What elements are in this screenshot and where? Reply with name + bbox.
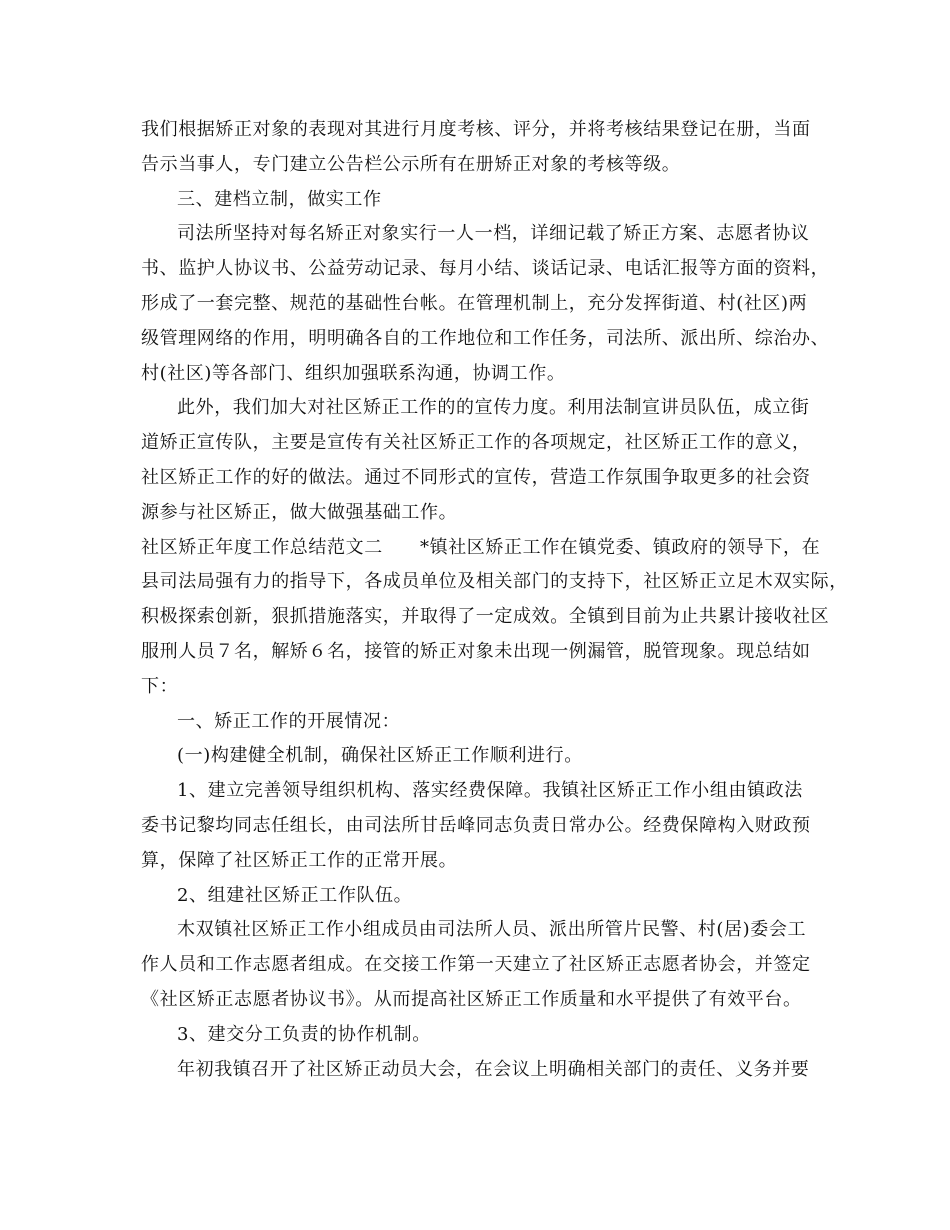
text-line-10: 道矫正宣传队，主要是宣传有关社区矫正工作的各项规定，社区矫正工作的意义， [141,432,811,454]
text-line-5: 书、监护人协议书、公益劳动记录、每月小结、谈话记录、电话汇报等方面的资料， [141,258,830,280]
text-line-8: 村(社区)等各部门、组织加强联系沟通，协调工作。 [141,362,566,384]
text-line-12: 源参与社区矫正，做大做强基础工作。 [141,501,458,523]
subsection-heading-19: (一)构建健全机制，确保社区矫正工作顺利进行。 [177,745,583,767]
text-line-15: 积极探索创新，狠抓措施落实，并取得了一定成效。全镇到目前为止共累计接收社区 [141,606,830,628]
text-line-14: 县司法局强有力的指导下，各成员单位及相关部门的支持下，社区矫正立足木双实际， [141,571,848,593]
text-line-13: 社区矫正年度工作总结范文二 *镇社区矫正工作在镇党委、镇政府的领导下，在 [141,536,821,558]
text-line-17: 下： [141,675,179,697]
text-line-26: 《社区矫正志愿者协议书》。从而提高社区矫正工作质量和水平提供了有效平台。 [141,988,802,1010]
document-body [141,113,848,1087]
text-line-2: 告示当事人，专门建立公告栏公示所有在册矫正对象的考核等级。 [141,153,681,175]
text-line-27: 3、建交分工负责的协作机制。 [177,1023,431,1045]
text-line-21: 委书记黎均同志任组长，由司法所甘岳峰同志负责日常办公。经费保障构入财政预 [141,814,811,836]
section-heading-18: 一、矫正工作的开展情况： [177,710,401,732]
text-line-20: 1、建立完善领导组织机构、落实经费保障。我镇社区矫正工作小组由镇政法 [177,780,803,802]
text-line-23: 2、组建社区矫正工作队伍。 [177,884,413,906]
text-line-1: 我们根据矫正对象的表现对其进行月度考核、评分，并将考核结果登记在册，当面 [141,119,811,140]
text-line-24: 木双镇社区矫正工作小组成员由司法所人员、派出所管片民警、村(居)委会工 [177,919,807,941]
text-line-16: 服刑人员７名，解矫６名，接管的矫正对象未出现一例漏管，脱管现象。现总结如 [141,640,811,662]
text-line-25: 作人员和工作志愿者组成。在交接工作第一天建立了社区矫正志愿者协会，并签定 [141,954,811,976]
section-heading-3: 三、建档立制，做实工作 [177,188,382,210]
text-line-7: 级管理网络的作用，明明确各自的工作地位和工作任务，司法所、派出所、综治办、 [141,327,830,349]
text-line-9: 此外，我们加大对社区矫正工作的的宣传力度。利用法制宣讲员队伍，成立街 [177,397,810,419]
text-line-22: 算，保障了社区矫正工作的正常开展。 [141,849,458,871]
text-line-4: 司法所坚持对每名矫正对象实行一人一档，详细记载了矫正方案、志愿者协议 [177,223,810,245]
text-line-6: 形成了一套完整、规范的基础性台帐。在管理机制上，充分发挥街道、村(社区)两 [141,292,808,314]
text-line-28: 年初我镇召开了社区矫正动员大会，在会议上明确相关部门的责任、义务并要 [177,1058,810,1080]
text-line-11: 社区矫正工作的好的做法。通过不同形式的宣传，营造工作氛围争取更多的社会资 [141,466,811,488]
